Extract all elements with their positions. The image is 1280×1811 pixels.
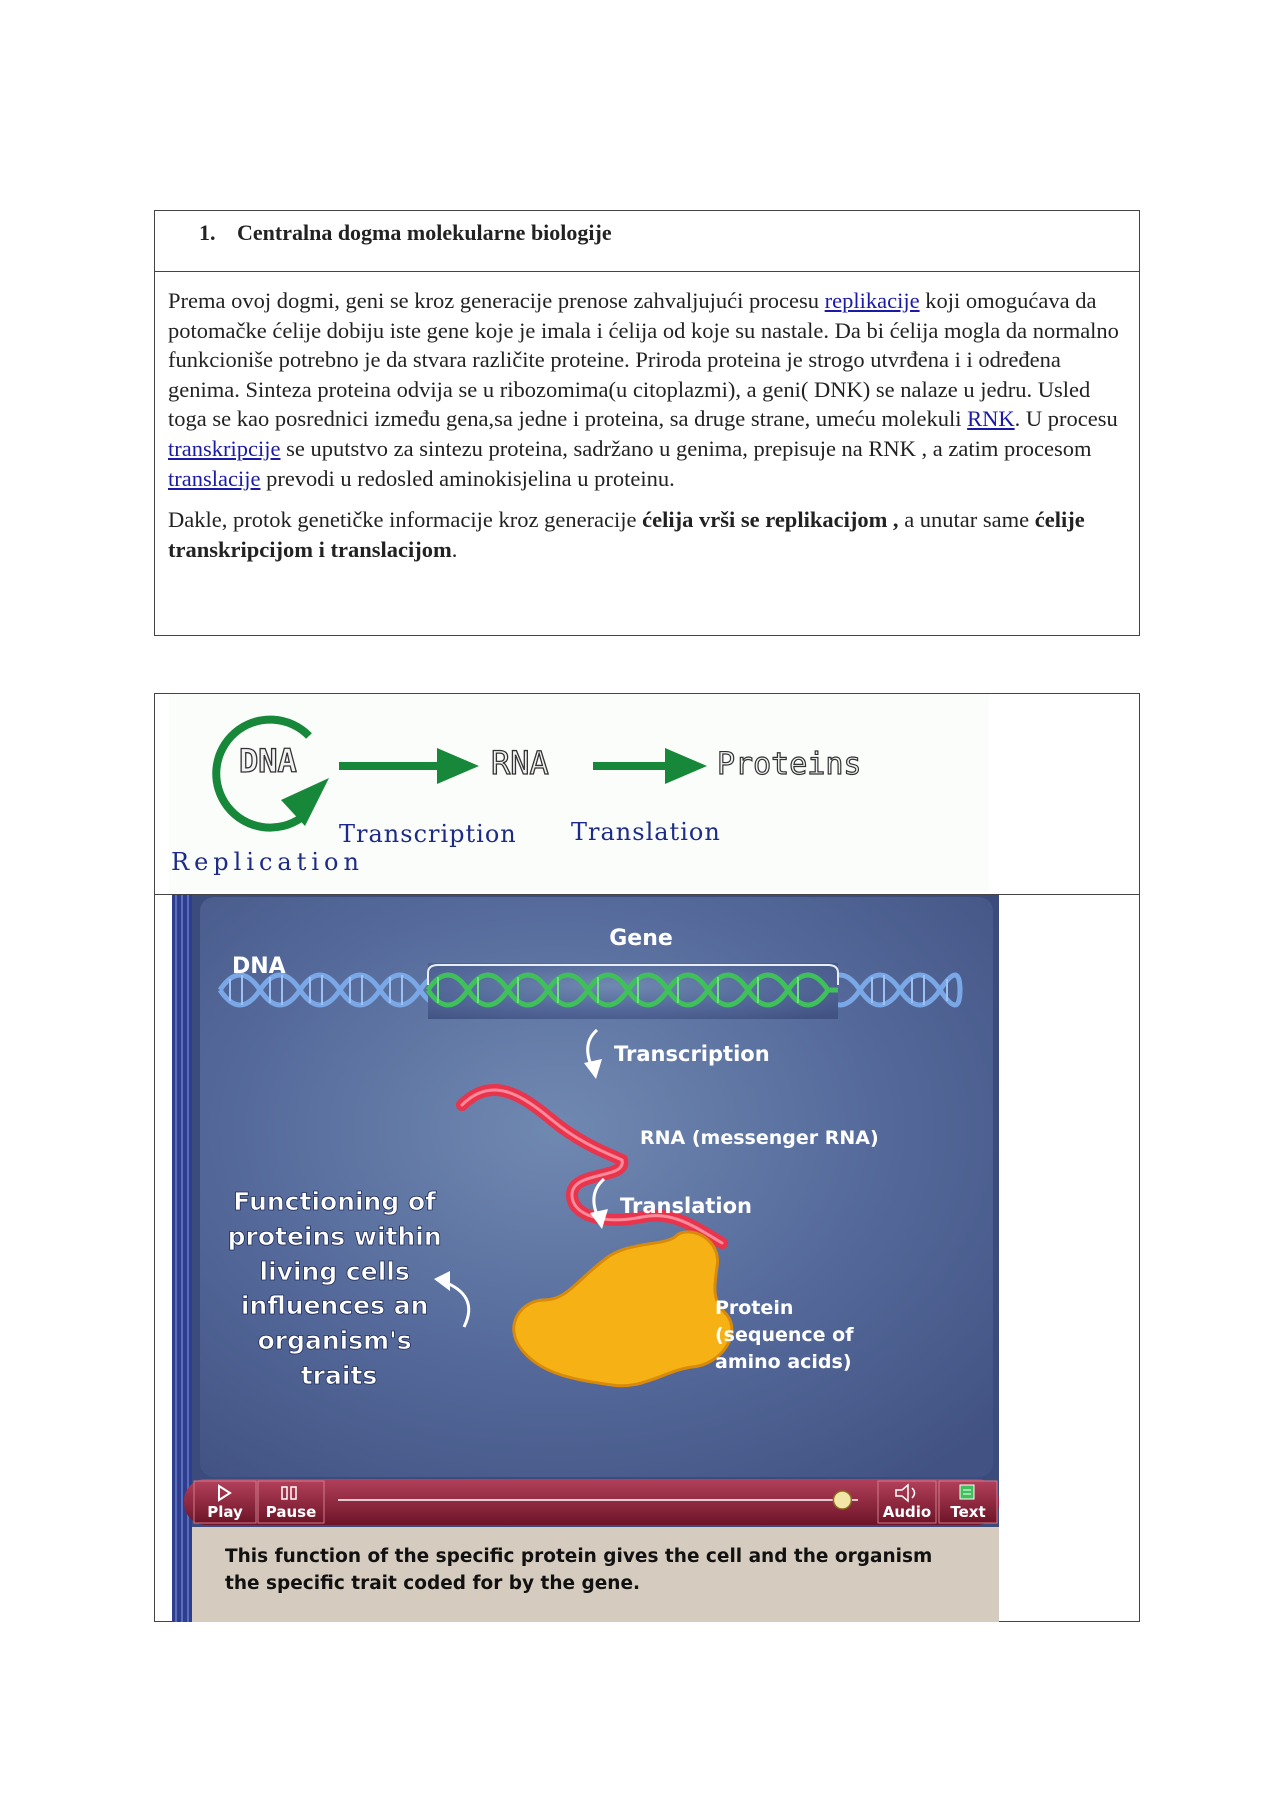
section-header	[155, 211, 1139, 272]
text-label: Text	[950, 1503, 986, 1521]
section-number: 1.	[199, 220, 216, 245]
function-text-line: organism's	[257, 1326, 412, 1355]
text-button[interactable]	[939, 1481, 997, 1523]
paragraph-1	[168, 286, 1127, 493]
rna-label: RNA (messenger RNA)	[640, 1127, 879, 1149]
link-translacije[interactable]: translacije	[168, 465, 261, 491]
gene-expression-animation	[172, 895, 999, 1622]
caption-line: This function of the specific protein gives the cell and the organism	[225, 1546, 933, 1567]
function-text-line: proteins within	[227, 1222, 442, 1251]
text: .	[451, 536, 458, 562]
section-title: Centralna dogma molekularne biologije	[237, 220, 612, 245]
text-icon	[960, 1485, 974, 1499]
text: a unutar same	[898, 507, 1035, 533]
text: . U procesu	[1014, 406, 1118, 432]
text: koji omogućava da potomačke ćelije dobiju iste gene koje je imala i ćelija od koje su nastale. Da bi ćelija mogla da normalno funkcioniše potrebno je da stvara različite proteine. Priroda proteina je strogo utvrđena i i određena genima. Sinteza proteina odvija se u ribozomima(u citoplazmi), a geni( DNK) se nalaze u jedru. Usled toga se kao posrednici između gena,sa jedne i proteina, sa druge strane, umeću molekuli	[168, 288, 1119, 432]
replication-arrowhead	[281, 778, 329, 826]
text: Dakle, protok genetičke informacije kroz generacije	[168, 507, 643, 533]
link-replikacije[interactable]: replikacije	[824, 288, 920, 313]
rna-label: RNA	[491, 744, 549, 782]
dna-label: DNA	[232, 954, 286, 979]
link-rnk[interactable]: RNK	[967, 406, 1015, 432]
figures-table	[154, 693, 1140, 1622]
transcription-label: Transcription	[614, 1042, 770, 1066]
intro-section	[154, 210, 1140, 636]
progress-handle[interactable]	[833, 1491, 851, 1509]
replication-label: Replication	[171, 848, 364, 876]
dna-label: DNA	[239, 742, 297, 780]
central-dogma-diagram	[169, 694, 989, 892]
translation-arrowhead	[665, 748, 707, 784]
translation-label: Translation	[620, 1194, 752, 1218]
bold-text: ćelija vrši se replikacijom ,	[642, 507, 899, 533]
pause-label: Pause	[265, 1503, 317, 1521]
paragraph-2	[168, 505, 1127, 564]
text: se uputstvo za sintezu proteina, sadržano u genima, prepisuje na RNK , a zatim procesom	[280, 435, 1092, 461]
play-label: Play	[207, 1503, 243, 1521]
protein-label-line: Protein	[715, 1297, 794, 1319]
function-text-line: living cells	[259, 1257, 410, 1286]
transcription-label: Transcription	[339, 820, 517, 848]
function-text-line: Functioning of	[233, 1187, 437, 1216]
protein-label-line: (sequence of	[715, 1324, 854, 1346]
proteins-label: Proteins	[717, 747, 862, 782]
gene-label: Gene	[609, 926, 673, 951]
function-text-line: traits	[300, 1361, 378, 1390]
section-body	[155, 272, 1139, 564]
bold-text: ćelije transkripcijom i translacijom	[168, 507, 1085, 562]
pause-button[interactable]	[258, 1481, 324, 1523]
transcription-arrowhead	[437, 748, 479, 784]
caption-line: the specific trait coded for by the gene.	[225, 1573, 641, 1594]
text: prevodi u redosled aminokisjelina u proteinu.	[260, 465, 675, 491]
text: Prema ovoj dogmi, geni se kroz generacije prenose zahvaljujući procesu	[168, 288, 825, 313]
play-button[interactable]	[194, 1481, 256, 1523]
function-text-line: influences an	[240, 1291, 429, 1320]
audio-button[interactable]	[878, 1481, 936, 1523]
audio-label: Audio	[882, 1503, 932, 1521]
link-transkripcije[interactable]: transkripcije	[168, 435, 281, 461]
translation-label: Translation	[571, 818, 721, 846]
protein-label-line: amino acids)	[715, 1351, 852, 1373]
